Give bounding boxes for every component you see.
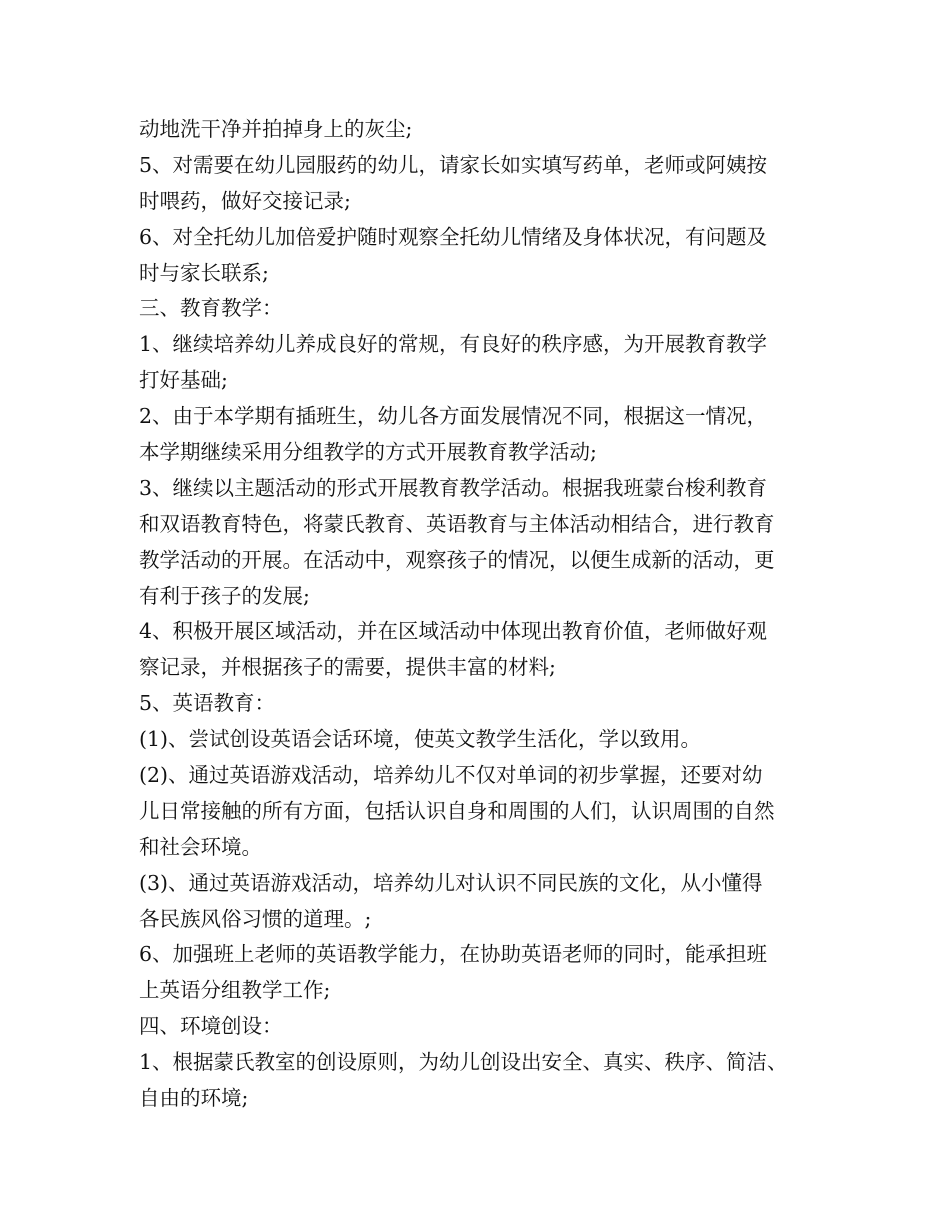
text-line: 和社会环境。 [139,834,262,859]
text-line: 时与家长联系; [139,260,269,285]
text-line: 1、继续培养幼儿养成良好的常规，有良好的秩序感，为开展教育教学 [139,332,768,357]
text-line: 察记录，并根据孩子的需要，提供丰富的材料; [139,655,556,680]
text-line: (2)、通过英语游戏活动，培养幼儿不仅对单词的初步掌握，还要对幼 [139,763,763,788]
text-line: 自由的环境; [139,1086,249,1111]
section-heading: 四、环境创设： [139,1014,283,1039]
text-line: 打好基础; [139,368,228,393]
text-line: 教学活动的开展。在活动中，观察孩子的情况，以便生成新的活动，更 [139,547,775,572]
text-line: 3、继续以主题活动的形式开展教育教学活动。根据我班蒙台梭利教育 [139,475,768,500]
text-line: 6、对全托幼儿加倍爱护随时观察全托幼儿情绪及身体状况，有问题及 [139,224,768,249]
text-line: 时喂药，做好交接记录; [139,188,351,213]
text-line: 2、由于本学期有插班生，幼儿各方面发展情况不同，根据这一情况， [139,404,768,429]
text-line: 5、英语教育： [139,691,276,716]
text-line: 4、积极开展区域活动，并在区域活动中体现出教育价值，老师做好观 [139,619,768,644]
text-line: 有利于孩子的发展; [139,583,310,608]
text-line: (1)、尝试创设英语会话环境，使英文教学生活化，学以致用。 [139,727,702,752]
text-line: 各民族风俗习惯的道理。; [139,906,372,931]
text-line: 6、加强班上老师的英语教学能力，在协助英语老师的同时，能承担班 [139,942,768,967]
text-line: 和双语教育特色，将蒙氏教育、英语教育与主体活动相结合，进行教育 [139,511,775,536]
text-line: 上英语分组教学工作; [139,978,331,1003]
text-line: 5、对需要在幼儿园服药的幼儿，请家长如实填写药单，老师或阿姨按 [139,152,768,177]
text-line: 儿日常接触的所有方面，包括认识自身和周围的人们，认识周围的自然 [139,798,775,823]
text-line: 动地洗干净并拍掉身上的灰尘; [139,117,413,141]
text-line: 本学期继续采用分组教学的方式开展教育教学活动; [139,440,597,465]
text-line: 1、根据蒙氏教室的创设原则，为幼儿创设出安全、真实、秩序、简洁、 [139,1050,788,1075]
text-line: (3)、通过英语游戏活动，培养幼儿对认识不同民族的文化，从小懂得 [139,870,763,895]
section-heading: 三、教育教学： [139,296,283,321]
document-body [139,112,839,1117]
